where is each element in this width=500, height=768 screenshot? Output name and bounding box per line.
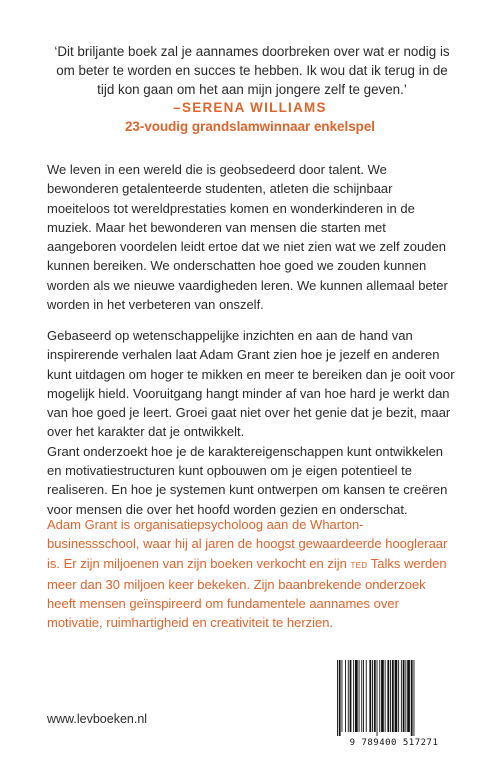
barcode-bar — [369, 660, 371, 732]
barcode-bar — [379, 660, 380, 732]
barcode-bar — [353, 660, 354, 732]
barcode-bars — [333, 660, 455, 736]
description-text-1: Gebaseerd op wetenschappelijke inzichten en aan de hand van inspirerende verhalen laat Adam Grant zien hoe je jezelf en anderen kunt uitdagen om hoger te mikken en meer te bereiken dan je ooit voor mogelijk hield. Vooruitgang hangt minder af van hoe hard je werkt dan van hoe goed je leert. Groei gaat niet over het genie dat je bezit, maar over het karakter dat je ontwikkelt. — [47, 328, 455, 440]
quote-author: –SERENA WILLIAMS — [173, 100, 327, 115]
isbn-barcode — [333, 660, 455, 748]
barcode-bar — [361, 660, 362, 732]
barcode-bar — [363, 660, 364, 732]
barcode-bar — [401, 660, 402, 732]
barcode-bar — [374, 660, 376, 732]
quote-credit: 23-voudig grandslamwinnaar enkelspel — [124, 119, 376, 134]
barcode-bar — [366, 660, 367, 732]
barcode-bar — [387, 660, 389, 732]
barcode-bar — [385, 660, 386, 732]
barcode-bar — [381, 660, 384, 732]
barcode-bar — [348, 660, 349, 732]
barcode-bar — [398, 660, 399, 732]
description-paragraph — [47, 326, 455, 519]
barcode-bar — [372, 660, 373, 732]
barcode-bar — [390, 660, 391, 732]
barcode-bar — [342, 660, 343, 732]
description-text-2: Grant onderzoekt hoe je de karaktereigenschappen kunt ontwikkelen en motivatiestructuren kunt opbouwen om je eigen potentieel te realiseren. En hoe je systemen kunt ontwerpen om kansen te creëren voor mensen die over het hoofd worden gezien en onderschat. — [47, 443, 448, 517]
barcode-bar — [350, 660, 352, 732]
author-bio-paragraph — [47, 515, 455, 633]
quote-text: ‘Dit briljante boek zal je aannames doorbreken over wat er nodig is om beter te worden en succes te hebben. Ik wou dat ik terug in de tijd kon gaan om het aan mijn jongere zelf te geven.’ — [54, 44, 450, 97]
barcode-bar — [359, 660, 360, 732]
barcode-bar — [339, 660, 341, 736]
barcode-bar — [411, 660, 413, 736]
intro-paragraph: We leven in een wereld die is geobsedeerd door talent. We bewonderen getalenteerde studenten, atleten die schijnbaar moeiteloos tot wereldprestaties komen en wonderkinderen in de muziek. Maar het bewonderen van mensen die starten met aangeboren voordelen leidt ertoe dat we niet zien wat we zelf zouden kunnen bereiken. We onderschatten hoe goed we zouden kunnen worden als we nieuwe vaardigheden leren. We kunnen allemaal beter worden in het verbeteren van onszelf. — [47, 162, 448, 313]
barcode-bar — [355, 660, 358, 732]
barcode-bar — [407, 660, 410, 732]
barcode-bar — [395, 660, 398, 732]
author-bio-text-1: Adam Grant is organisatiepsycholoog aan de Wharton-businessschool, waar hij al jaren de hoogst gewaardeerde hoogleraar is. Er zijn miljoenen van zijn boeken verkocht en zijn — [47, 517, 448, 571]
barcode-number: 9 789400 517271 — [349, 738, 439, 748]
ted-logo-text: TED — [350, 560, 368, 570]
barcode-bar — [337, 660, 338, 736]
author-bio-text-2: Talks werden meer dan 30 miljoen keer bekeken. Zijn baanbrekende onderzoek heeft mensen geïnspireerd om fundamentele aannames over motivatie, ruimhartigheid en creativiteit te herzien. — [47, 555, 447, 631]
publisher-website: www.levboeken.nl — [47, 712, 148, 726]
barcode-bar — [392, 660, 394, 732]
barcode-bar — [345, 660, 346, 732]
barcode-bar — [414, 660, 415, 736]
barcode-bar — [403, 660, 405, 732]
barcode-bar — [377, 660, 378, 736]
barcode-bar — [405, 660, 406, 732]
